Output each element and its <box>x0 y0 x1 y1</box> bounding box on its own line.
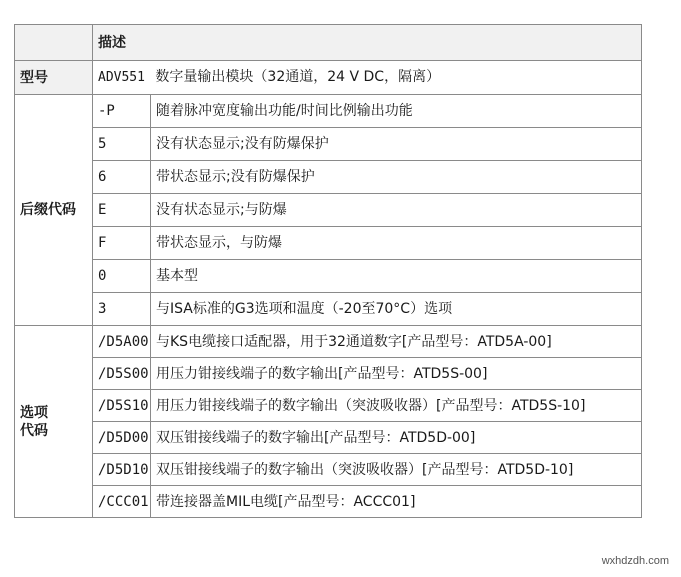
option-desc: 双压钳接线端子的数字输出[产品型号：ATD5D-00] <box>151 422 642 454</box>
suffix-desc: 随着脉冲宽度输出功能/时间比例输出功能 <box>151 95 642 128</box>
suffix-desc: 基本型 <box>151 260 642 293</box>
suffix-desc: 带状态显示;没有防爆保护 <box>151 161 642 194</box>
header-empty-cell <box>15 25 93 61</box>
model-row <box>15 61 642 95</box>
option-row <box>15 358 642 390</box>
suffix-code: 5 <box>93 128 151 161</box>
option-row <box>15 422 642 454</box>
suffix-row <box>15 194 642 227</box>
suffix-desc: 与ISA标准的G3选项和温度（-20至70°C）选项 <box>151 293 642 326</box>
suffix-row <box>15 95 642 128</box>
option-desc: 双压钳接线端子的数字输出（突波吸收器）[产品型号：ATD5D-10] <box>151 454 642 486</box>
suffix-code: 3 <box>93 293 151 326</box>
suffix-code: 6 <box>93 161 151 194</box>
suffix-desc: 没有状态显示;与防爆 <box>151 194 642 227</box>
option-code: /D5D00 <box>93 422 151 454</box>
suffix-code: E <box>93 194 151 227</box>
option-row <box>15 326 642 358</box>
options-label <box>15 326 93 518</box>
suffix-code: F <box>93 227 151 260</box>
suffix-desc: 没有状态显示;没有防爆保护 <box>151 128 642 161</box>
options-label-line1: 选项 <box>20 404 48 421</box>
suffix-code: 0 <box>93 260 151 293</box>
options-label-line2: 代码 <box>20 422 48 439</box>
model-code: ADV551 <box>98 70 145 85</box>
option-row <box>15 454 642 486</box>
option-row <box>15 486 642 518</box>
option-code: /D5A00 <box>93 326 151 358</box>
suffix-row <box>15 227 642 260</box>
option-code: /D5S10 <box>93 390 151 422</box>
model-cell <box>93 61 642 95</box>
suffix-row <box>15 128 642 161</box>
option-desc: 用压力钳接线端子的数字输出[产品型号：ATD5S-00] <box>151 358 642 390</box>
suffix-row <box>15 293 642 326</box>
suffix-row <box>15 161 642 194</box>
suffix-desc: 带状态显示，与防爆 <box>151 227 642 260</box>
suffix-code: -P <box>93 95 151 128</box>
header-row <box>15 25 642 61</box>
option-desc: 用压力钳接线端子的数字输出（突波吸收器）[产品型号：ATD5S-10] <box>151 390 642 422</box>
model-label: 型号 <box>15 61 93 95</box>
suffix-label: 后缀代码 <box>15 95 93 326</box>
suffix-row <box>15 260 642 293</box>
model-desc: 数字量输出模块（32通道，24 V DC，隔离） <box>155 69 441 85</box>
option-desc: 带连接器盖MIL电缆[产品型号：ACCC01] <box>151 486 642 518</box>
watermark: wxhdzdh.com <box>601 555 669 567</box>
option-code: /D5D10 <box>93 454 151 486</box>
option-desc: 与KS电缆接口适配器，用于32通道数字[产品型号：ATD5A-00] <box>151 326 642 358</box>
header-description-cell: 描述 <box>93 25 642 61</box>
option-code: /CCC01 <box>93 486 151 518</box>
spec-table <box>14 24 642 518</box>
option-code: /D5S00 <box>93 358 151 390</box>
option-row <box>15 390 642 422</box>
